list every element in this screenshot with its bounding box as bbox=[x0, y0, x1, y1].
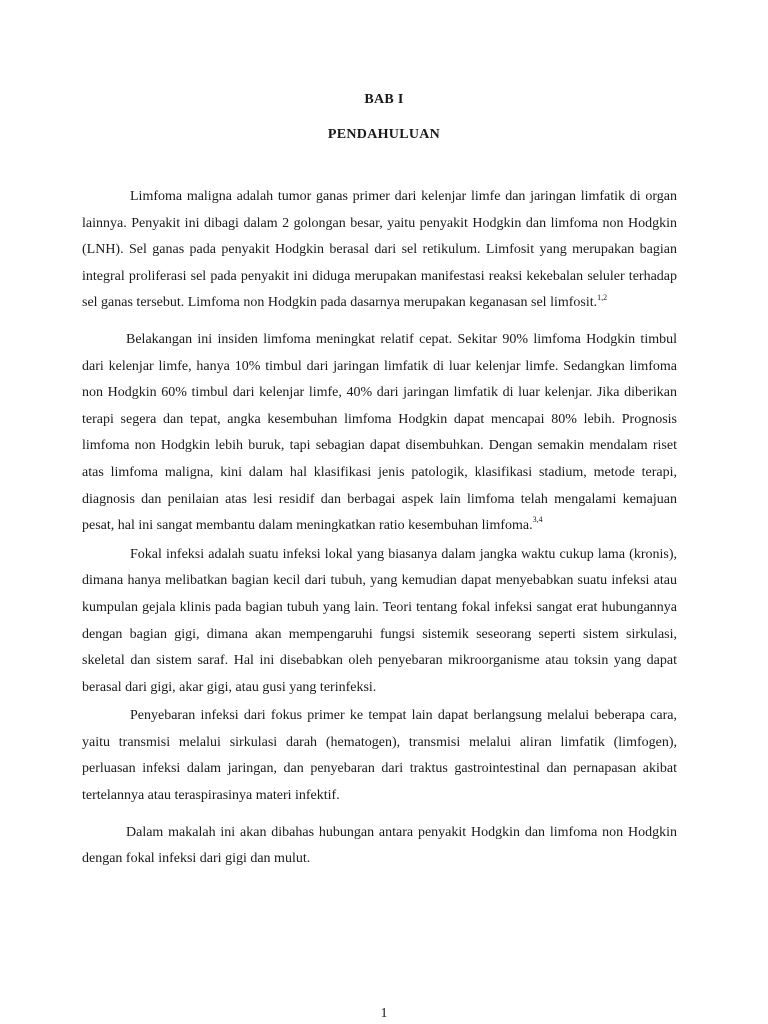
chapter-number: BAB I bbox=[364, 92, 404, 107]
paragraph-4 bbox=[82, 703, 677, 809]
page-number: 1 bbox=[380, 1006, 388, 1021]
citation-1: 1,2 bbox=[597, 292, 608, 302]
citation-2: 3,4 bbox=[532, 515, 543, 525]
chapter-title: PENDAHULUAN bbox=[327, 127, 441, 142]
body-text bbox=[82, 184, 677, 883]
paragraph-5 bbox=[82, 820, 677, 873]
paragraph-1-text: Limfoma maligna adalah tumor ganas primer dari kelenjar limfe dan jaringan limfatik di organ lainnya. Penyakit ini dibagi dalam 2 golongan besar, yaitu penyakit Hodgkin dan limfoma non Hodgkin (LNH). Sel ganas pada penyakit Hodgkin berasal dari sel retikulum. Limfosit yang merupakan bagian integral proliferasi sel pada penyakit ini diduga merupakan manifestasi reaksi kekebalan seluler terhadap sel ganas tersebut. Limfoma non Hodgkin pada dasarnya merupakan keganasan sel limfosit. bbox=[82, 189, 677, 311]
paragraph-5-text: Dalam makalah ini akan dibahas hubungan antara penyakit Hodgkin dan limfoma non Hodgkin dengan fokal infeksi dari gigi dan mulut. bbox=[82, 824, 677, 867]
paragraph-4-text: Penyebaran infeksi dari fokus primer ke tempat lain dapat berlangsung melalui beberapa cara, yaitu transmisi melalui sirkulasi darah (hematogen), transmisi melalui aliran limfatik (limfogen), perluasan infeksi dalam jaringan, dan penyebaran dari traktus gastrointestinal dan pernapasan akibat tertelannya atau teraspirasinya materi infektif. bbox=[82, 708, 677, 804]
paragraph-3-text: Fokal infeksi adalah suatu infeksi lokal yang biasanya dalam jangka waktu cukup lama (kronis), dimana hanya melibatkan bagian kecil dari tubuh, yang kemudian dapat menyebabkan suatu infeksi atau kumpulan gejala klinis pada bagian tubuh yang lain. Teori tentang fokal infeksi sangat erat hubungannya dengan bagian gigi, dimana akan mempengaruhi fungsi sistemik seseorang seperti sistem sirkulasi, skeletal dan sistem saraf. Hal ini disebabkan oleh penyebaran mikroorganisme atau toksin yang dapat berasal dari gigi, akar gigi, atau gusi yang terinfeksi. bbox=[82, 546, 677, 695]
paragraph-2-text: Belakangan ini insiden limfoma meningkat relatif cepat. Sekitar 90% limfoma Hodgkin timbul dari kelenjar limfe, hanya 10% timbul dari jaringan limfatik di luar kelenjar limfe. Sedangkan limfoma non Hodgkin 60% timbul dari kelenjar limfe, 40% dari jaringan limfatik di luar kelenjar. Jika diberikan terapi segera dan tepat, angka kesembuhan limfoma Hodgkin dapat mencapai 80% lebih. Prognosis limfoma non Hodgkin lebih buruk, tapi sebagian dapat disembuhkan. Dengan semakin mendalam riset atas limfoma maligna, kini dalam hal klasifikasi jenis patologik, klasifikasi stadium, metode terapi, diagnosis dan penilaian atas lesi residif dan berbagai aspek lain limfoma telah mengalami kemajuan pesat, hal ini sangat membantu dalam meningkatkan ratio kesembuhan limfoma. bbox=[82, 331, 677, 534]
paragraph-1 bbox=[82, 184, 677, 317]
paragraph-3 bbox=[82, 542, 677, 702]
paragraph-2 bbox=[82, 327, 677, 540]
